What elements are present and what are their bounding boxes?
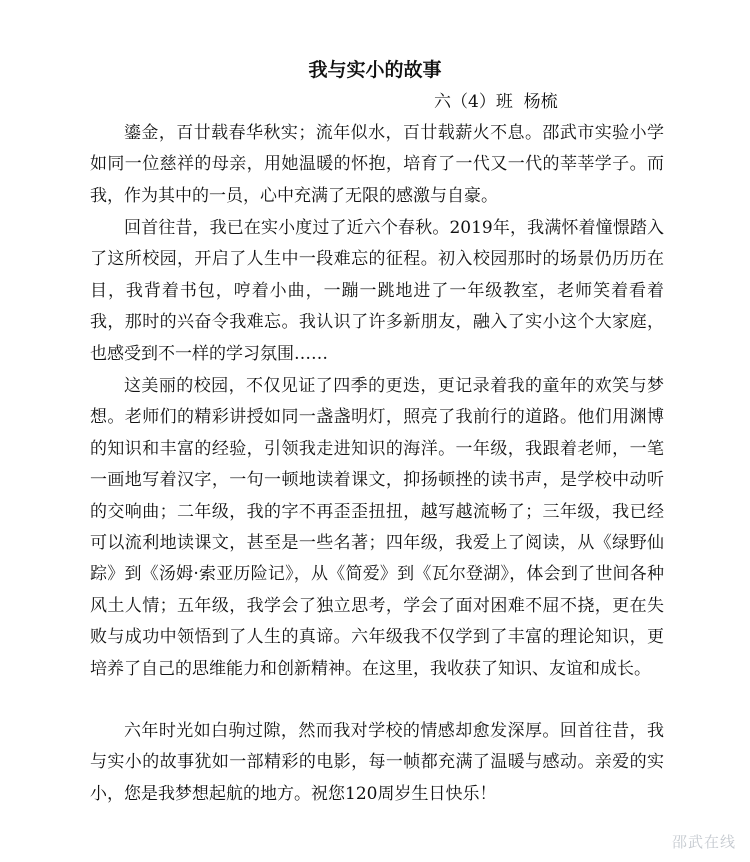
watermark: 邵武在线 bbox=[671, 833, 736, 851]
paragraph-1: 鎏金，百廿载春华秋实；流年似水，百廿载薪火不息。邵武市实验小学如同一位慈祥的母亲，用她温暖的怀抱，培育了一代又一代的莘莘学子。而我，作为其中的一员，心中充满了无限的感激与自豪。 bbox=[90, 123, 664, 206]
author-byline: 六（4）班 杨梳 bbox=[434, 92, 558, 112]
paragraph-4: 六年时光如白驹过隙，然而我对学校的情感却愈发深厚。回首往昔，我与实小的故事犹如一部精彩的电影，每一帧都充满了温暖与感动。亲爱的实小，您是我梦想起航的地方。祝您120周岁生日快乐！ bbox=[90, 721, 664, 804]
article-title: 我与实小的故事 bbox=[308, 59, 442, 81]
paragraph-2: 回首往昔，我已在实小度过了近六个春秋。2019年，我满怀着憧憬踏入了这所校园，开启了人生中一段难忘的征程。初入校园那时的场景仍历历在目，我背着书包，哼着小曲，一蹦一跳地进了一年级教室，老师笑着看着我，那时的兴奋令我难忘。我认识了许多新朋友，融入了实小这个大家庭，也感受到不一样的学习氛围…… bbox=[90, 218, 664, 364]
paragraph-3: 这美丽的校园，不仅见证了四季的更迭，更记录着我的童年的欢笑与梦想。老师们的精彩讲授如同一盏盏明灯，照亮了我前行的道路。他们用渊博的知识和丰富的经验，引领我走进知识的海洋。一年级，我跟着老师，一笔一画地写着汉字，一句一顿地读着课文，抑扬顿挫的读书声，是学校中动听的交响曲；二年级，我的字不再歪歪扭扭，越写越流畅了；三年级，我已经可以流利地读课文，甚至是一些名著；四年级，我爱上了阅读，从《绿野仙踪》到《汤姆·索亚历险记》，从《简爱》到《瓦尔登湖》，体会到了世间各种风土人情；五年级，我学会了独立思考，学会了面对困难不屈不挠，更在失败与成功中领悟到了人生的真谛。六年级我不仅学到了丰富的理论知识，更培养了自己的思维能力和创新精神。在这里，我收获了知识、友谊和成长。 bbox=[90, 376, 664, 679]
